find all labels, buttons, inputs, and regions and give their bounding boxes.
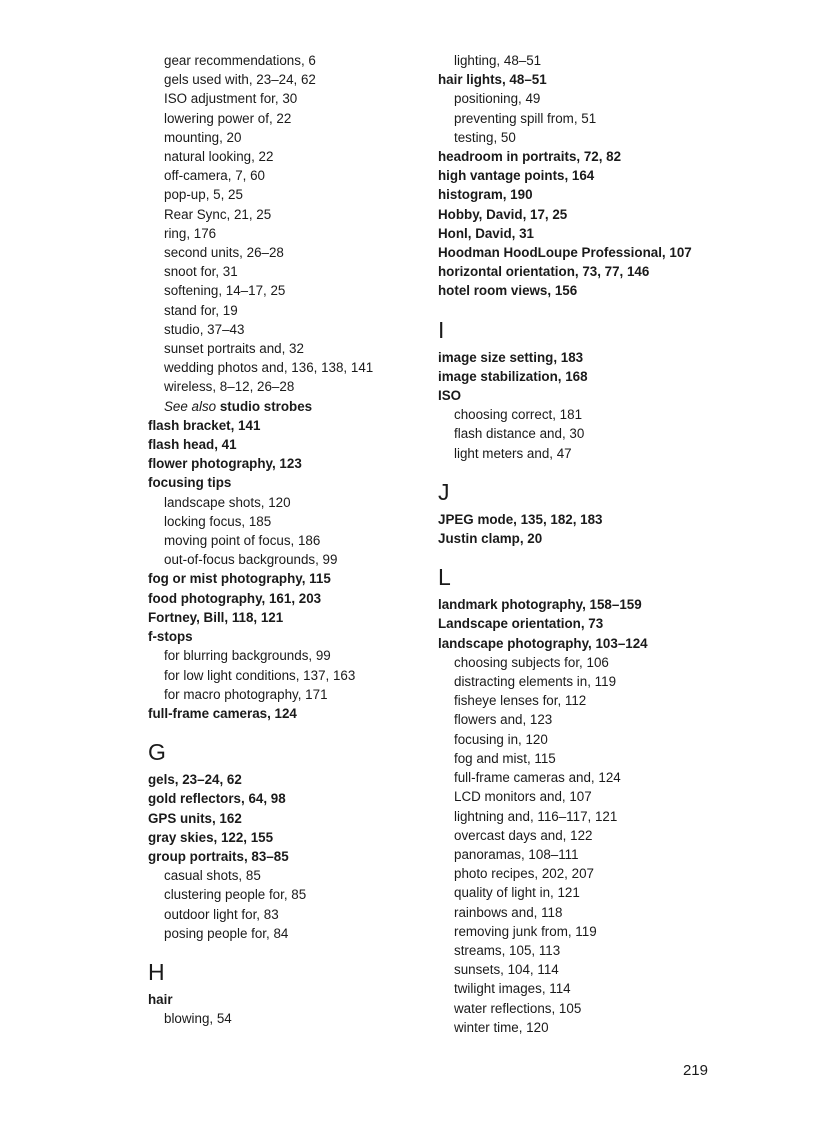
index-sub-entry: locking focus, 185	[164, 513, 272, 529]
index-sub-entry: fog and mist, 115	[454, 750, 556, 766]
index-main-entry: landmark photography, 158–159	[438, 597, 642, 613]
index-sub-entry: out-of-focus backgrounds, 99	[164, 552, 338, 568]
index-sub-entry: posing people for, 84	[164, 925, 289, 941]
index-main-entry: gels, 23–24, 62	[148, 772, 242, 788]
index-sub-entry: light meters and, 47	[454, 445, 572, 461]
index-sub-entry: stand for, 19	[164, 302, 238, 318]
index-sub-entry: snoot for, 31	[164, 264, 238, 280]
index-sub-entry: preventing spill from, 51	[454, 110, 597, 126]
index-sub-entry: removing junk from, 119	[454, 923, 597, 939]
index-sub-entry: natural looking, 22	[164, 149, 274, 165]
index-main-entry: flash head, 41	[148, 437, 237, 453]
index-main-entry: group portraits, 83–85	[148, 848, 289, 864]
index-main-entry: Landscape orientation, 73	[438, 616, 604, 632]
index-column-left	[148, 51, 410, 1028]
index-sub-entry: photo recipes, 202, 207	[454, 866, 594, 882]
index-sub-entry: overcast days and, 122	[454, 827, 593, 843]
index-sub-entry: ring, 176	[164, 225, 217, 241]
index-sub-entry: gels used with, 23–24, 62	[164, 72, 316, 88]
index-main-entry: focusing tips	[148, 475, 232, 491]
section-letter-heading: L	[438, 564, 451, 591]
index-sub-entry: sunsets, 104, 114	[454, 962, 559, 978]
see-also-entry	[148, 397, 410, 416]
index-main-entry: horizontal orientation, 73, 77, 146	[438, 264, 650, 280]
index-sub-entry: pop-up, 5, 25	[164, 187, 243, 203]
index-main-entry: landscape photography, 103–124	[438, 635, 648, 651]
index-sub-entry: for blurring backgrounds, 99	[164, 648, 331, 664]
section-letter-heading: H	[148, 958, 165, 985]
index-main-entry: histogram, 190	[438, 187, 533, 203]
index-sub-entry: focusing in, 120	[454, 731, 548, 747]
index-sub-entry: wedding photos and, 136, 138, 141	[164, 360, 374, 376]
index-main-entry: full-frame cameras, 124	[148, 705, 297, 721]
index-sub-entry: ISO adjustment for, 30	[164, 91, 298, 107]
index-sub-entry: second units, 26–28	[164, 245, 284, 261]
index-sub-entry: wireless, 8–12, 26–28	[164, 379, 295, 395]
index-main-entry: Hobby, David, 17, 25	[438, 206, 568, 222]
index-main-entry: gold reflectors, 64, 98	[148, 791, 286, 807]
index-sub-entry: lowering power of, 22	[164, 110, 292, 126]
index-sub-entry: flowers and, 123	[454, 712, 553, 728]
index-sub-entry: testing, 50	[454, 129, 516, 145]
index-main-entry: Honl, David, 31	[438, 225, 534, 241]
index-main-entry: f-stops	[148, 629, 193, 645]
index-sub-entry: softening, 14–17, 25	[164, 283, 286, 299]
index-sub-entry: landscape shots, 120	[164, 494, 291, 510]
index-sub-entry: sunset portraits and, 32	[164, 341, 304, 357]
index-main-entry: GPS units, 162	[148, 810, 242, 826]
section-letter-heading: J	[438, 478, 450, 505]
index-sub-entry: fisheye lenses for, 112	[454, 693, 587, 709]
index-sub-entry: rainbows and, 118	[454, 904, 563, 920]
index-sub-entry: flash distance and, 30	[454, 426, 585, 442]
index-main-entry: food photography, 161, 203	[148, 590, 322, 606]
page-number: 219	[682, 1062, 708, 1079]
index-sub-entry: clustering people for, 85	[164, 887, 307, 903]
index-sub-entry: outdoor light for, 83	[164, 906, 279, 922]
index-sub-entry: lighting, 48–51	[454, 53, 542, 68]
index-sub-entry: studio, 37–43	[164, 321, 245, 337]
index-main-entry: high vantage points, 164	[438, 168, 595, 184]
index-main-entry: ISO	[438, 388, 462, 404]
index-sub-entry: quality of light in, 121	[454, 885, 580, 901]
index-column-right	[438, 51, 738, 1037]
index-sub-entry: positioning, 49	[454, 91, 541, 107]
index-sub-entry: blowing, 54	[164, 1011, 232, 1027]
index-sub-entry: casual shots, 85	[164, 868, 261, 884]
index-sub-entry: full-frame cameras and, 124	[454, 770, 621, 786]
index-sub-entry: for macro photography, 171	[164, 686, 328, 702]
index-main-entry: Fortney, Bill, 118, 121	[148, 609, 284, 625]
index-sub-entry: mounting, 20	[164, 129, 242, 145]
index-sub-entry: gear recommendations, 6	[164, 53, 316, 68]
index-sub-entry: LCD monitors and, 107	[454, 789, 592, 805]
index-sub-entry: choosing correct, 181	[454, 407, 583, 423]
index-main-entry: headroom in portraits, 72, 82	[438, 149, 622, 165]
index-sub-entry: for low light conditions, 137, 163	[164, 667, 356, 683]
index-main-entry: flash bracket, 141	[148, 417, 261, 433]
index-main-entry: JPEG mode, 135, 182, 183	[438, 511, 603, 527]
index-sub-entry: distracting elements in, 119	[454, 674, 617, 690]
index-sub-entry: panoramas, 108–111	[454, 846, 579, 862]
index-main-entry: fog or mist photography, 115	[148, 571, 331, 587]
section-letter-heading: G	[148, 739, 166, 766]
index-main-entry: flower photography, 123	[148, 456, 302, 472]
index-sub-entry: choosing subjects for, 106	[454, 654, 609, 670]
index-sub-entry: off-camera, 7, 60	[164, 168, 265, 184]
index-sub-entry: twilight images, 114	[454, 981, 571, 997]
index-sub-entry: Rear Sync, 21, 25	[164, 206, 272, 222]
index-sub-entry: moving point of focus, 186	[164, 533, 321, 549]
index-main-entry: hair lights, 48–51	[438, 72, 547, 88]
see-also-label: See also	[164, 398, 217, 414]
index-sub-entry: lightning and, 116–117, 121	[454, 808, 618, 824]
index-main-entry: Justin clamp, 20	[438, 531, 543, 547]
section-letter-heading: I	[438, 316, 445, 343]
index-main-entry: hotel room views, 156	[438, 283, 578, 299]
index-sub-entry: streams, 105, 113	[454, 942, 561, 958]
index-main-entry: Hoodman HoodLoupe Professional, 107	[438, 245, 692, 261]
index-main-entry: gray skies, 122, 155	[148, 829, 274, 845]
index-main-entry: hair	[148, 991, 173, 1007]
index-sub-entry: winter time, 120	[454, 1019, 549, 1035]
index-sub-entry: water reflections, 105	[454, 1000, 582, 1016]
index-main-entry: image size setting, 183	[438, 349, 584, 365]
index-main-entry: image stabilization, 168	[438, 368, 588, 384]
see-also-reference: studio strobes	[219, 398, 313, 414]
